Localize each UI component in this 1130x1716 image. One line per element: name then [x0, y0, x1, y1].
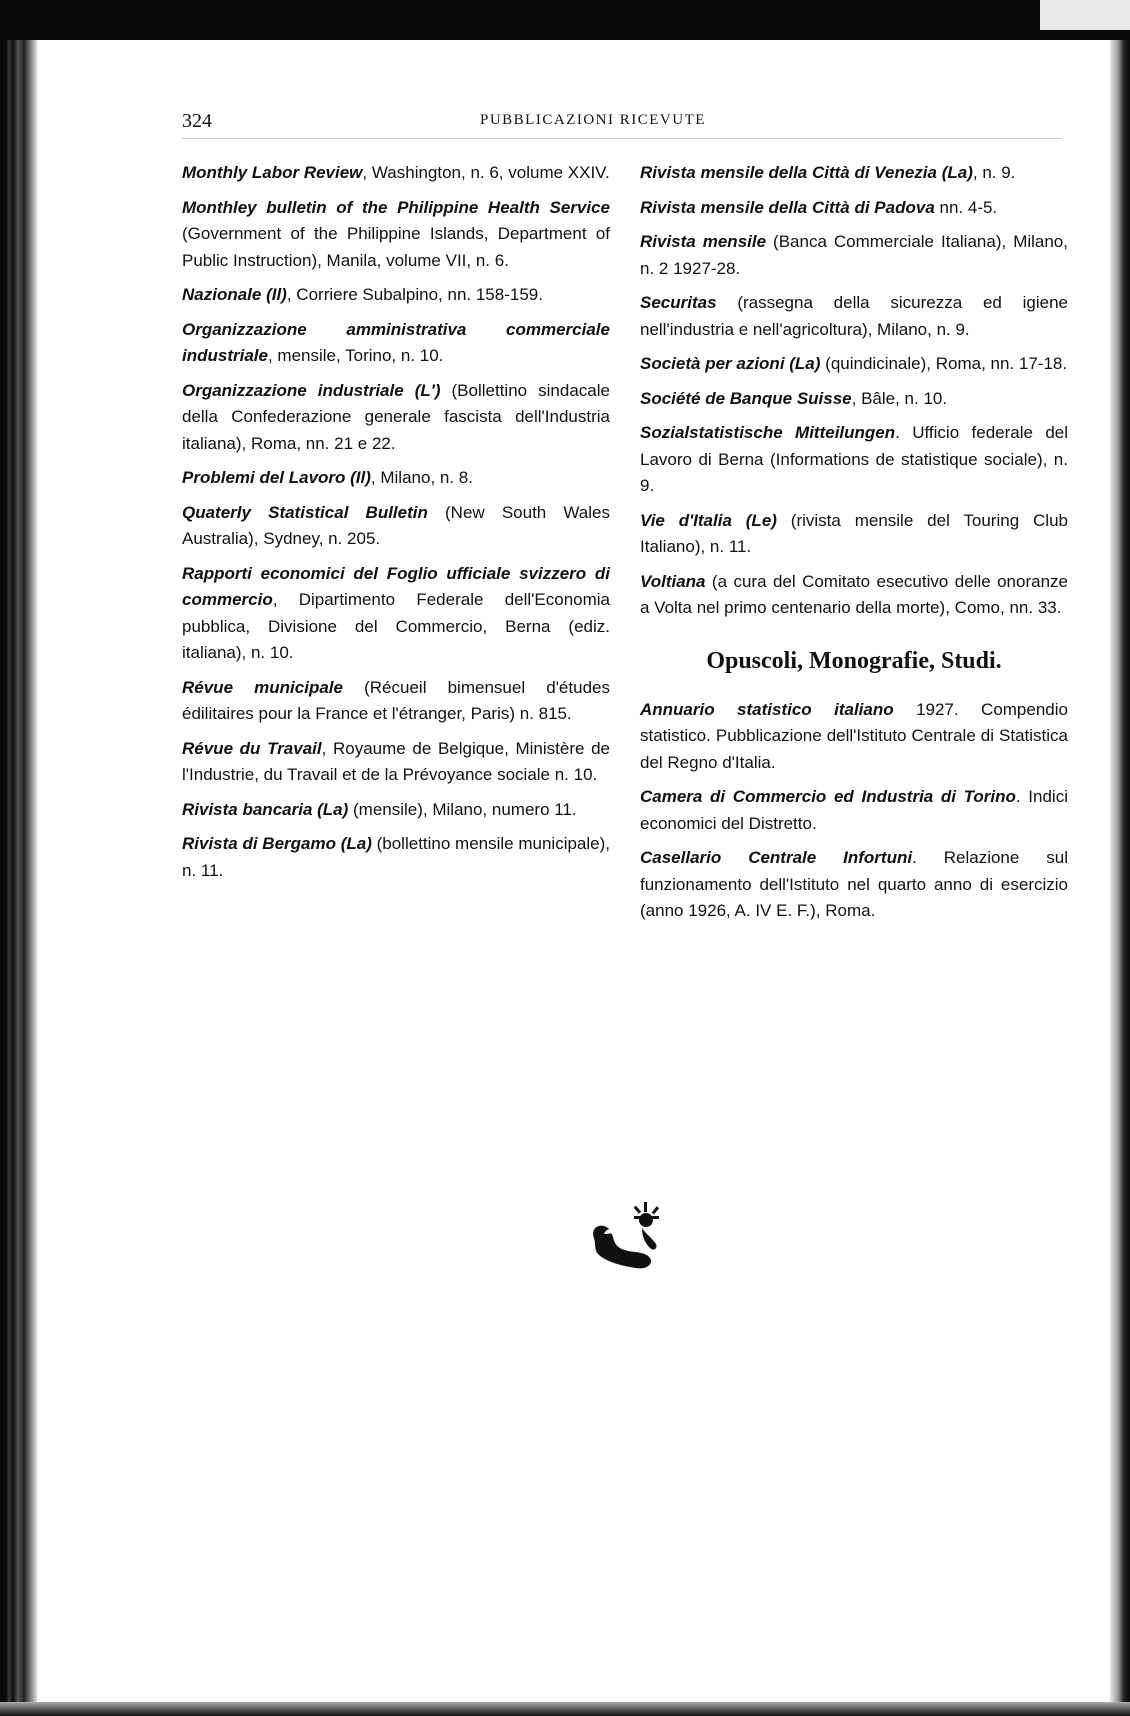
- list-item: Rivista di Bergamo (La) (bollettino mensile municipale), n. 11.: [182, 834, 611, 880]
- list-item: Révue du Travail, Royaume de Belgique, Ministère de l'Industrie, du Travail et de la Prévoyance sociale n. 10.: [182, 738, 611, 784]
- scan-right-border: [1110, 40, 1130, 1716]
- list-item: Société de Banque Suisse, Bâle, n. 10.: [640, 388, 948, 408]
- list-item: Camera di Commercio ed Industria di Torino. Indici economici del Distretto.: [640, 787, 1068, 833]
- left-column: [182, 160, 610, 892]
- list-item: Annuario statistico italiano 1927. Compendio statistico. Pubblicazione dell'Istituto Centrale di Statistica del Regno d'Italia.: [640, 699, 1068, 772]
- list-item: Rivista bancaria (La) (mensile), Milano, numero 11.: [182, 799, 577, 819]
- list-item: Révue municipale (Récueil bimensuel d'études édilitaires pour la France et l'étranger, Paris) n. 815.: [182, 677, 610, 723]
- list-item: Sozialstatistische Mitteilungen. Ufficio federale del Lavoro di Berna (Informations de statistique sociale), n. 9.: [640, 423, 1068, 495]
- list-item: Nazionale (Il), Corriere Subalpino, nn. 158-159.: [182, 285, 543, 304]
- list-item: Rivista mensile della Città di Padova nn. 4-5.: [640, 197, 998, 217]
- header-rule: [182, 138, 1062, 139]
- right-column: [640, 160, 1068, 933]
- list-item: Organizzazione industriale (L') (Bollettino sindacale della Confederazione generale fascista dell'Industria italiana), Roma, nn. 21 e 22.: [182, 380, 610, 453]
- list-item: Monthley bulletin of the Philippine Health Service (Government of the Philippine Islands, Department of Public Instruction), Manila, volume VII, n. 6.: [182, 197, 610, 270]
- scan-top-notch: [1040, 0, 1130, 30]
- list-item: Rivista mensile della Città di Venezia (La), n. 9.: [640, 163, 1016, 182]
- page-number: 324: [182, 110, 212, 132]
- scan-left-border: [0, 40, 38, 1716]
- list-item: Problemi del Lavoro (Il), Milano, n. 8.: [182, 468, 473, 487]
- list-item: Organizzazione amministrativa commerciale industriale, mensile, Torino, n. 10.: [182, 319, 610, 365]
- list-item: Rivista mensile (Banca Commerciale Italiana), Milano, n. 2 1927-28.: [640, 232, 1068, 278]
- running-head: PUBBLICAZIONI RICEVUTE: [480, 112, 706, 128]
- list-item: Monthly Labor Review, Washington, n. 6, volume XXIV.: [182, 163, 610, 182]
- section-title: Opuscoli, Monografie, Studi.: [706, 647, 1002, 674]
- scan-top-border: [0, 0, 1130, 40]
- list-item: Voltiana (a cura del Comitato esecutivo delle onoranze a Volta nel primo centenario della morte), Como, nn. 33.: [640, 571, 1068, 617]
- colophon-ornament-icon: [586, 1198, 676, 1272]
- list-item: Società per azioni (La) (quindicinale), Roma, nn. 17-18.: [640, 354, 1068, 373]
- list-item: Vie d'Italia (Le) (rivista mensile del Touring Club Italiano), n. 11.: [640, 510, 1068, 556]
- scan-bottom-border: [0, 1702, 1130, 1716]
- list-item: Casellario Centrale Infortuni. Relazione sul funzionamento dell'Istituto nel quarto anno di esercizio (anno 1926, A. IV E. F.), Roma.: [640, 848, 1068, 920]
- list-item: Rapporti economici del Foglio ufficiale svizzero di commercio, Dipartimento Federale dell'Economia pubblica, Divisione del Commercio, Berna (ediz. italiana), n. 10.: [182, 563, 610, 662]
- list-item: Quaterly Statistical Bulletin (New South Wales Australia), Sydney, n. 205.: [182, 502, 610, 548]
- list-item: Securitas (rassegna della sicurezza ed igiene nell'industria e nell'agricoltura), Milano, n. 9.: [640, 293, 1068, 339]
